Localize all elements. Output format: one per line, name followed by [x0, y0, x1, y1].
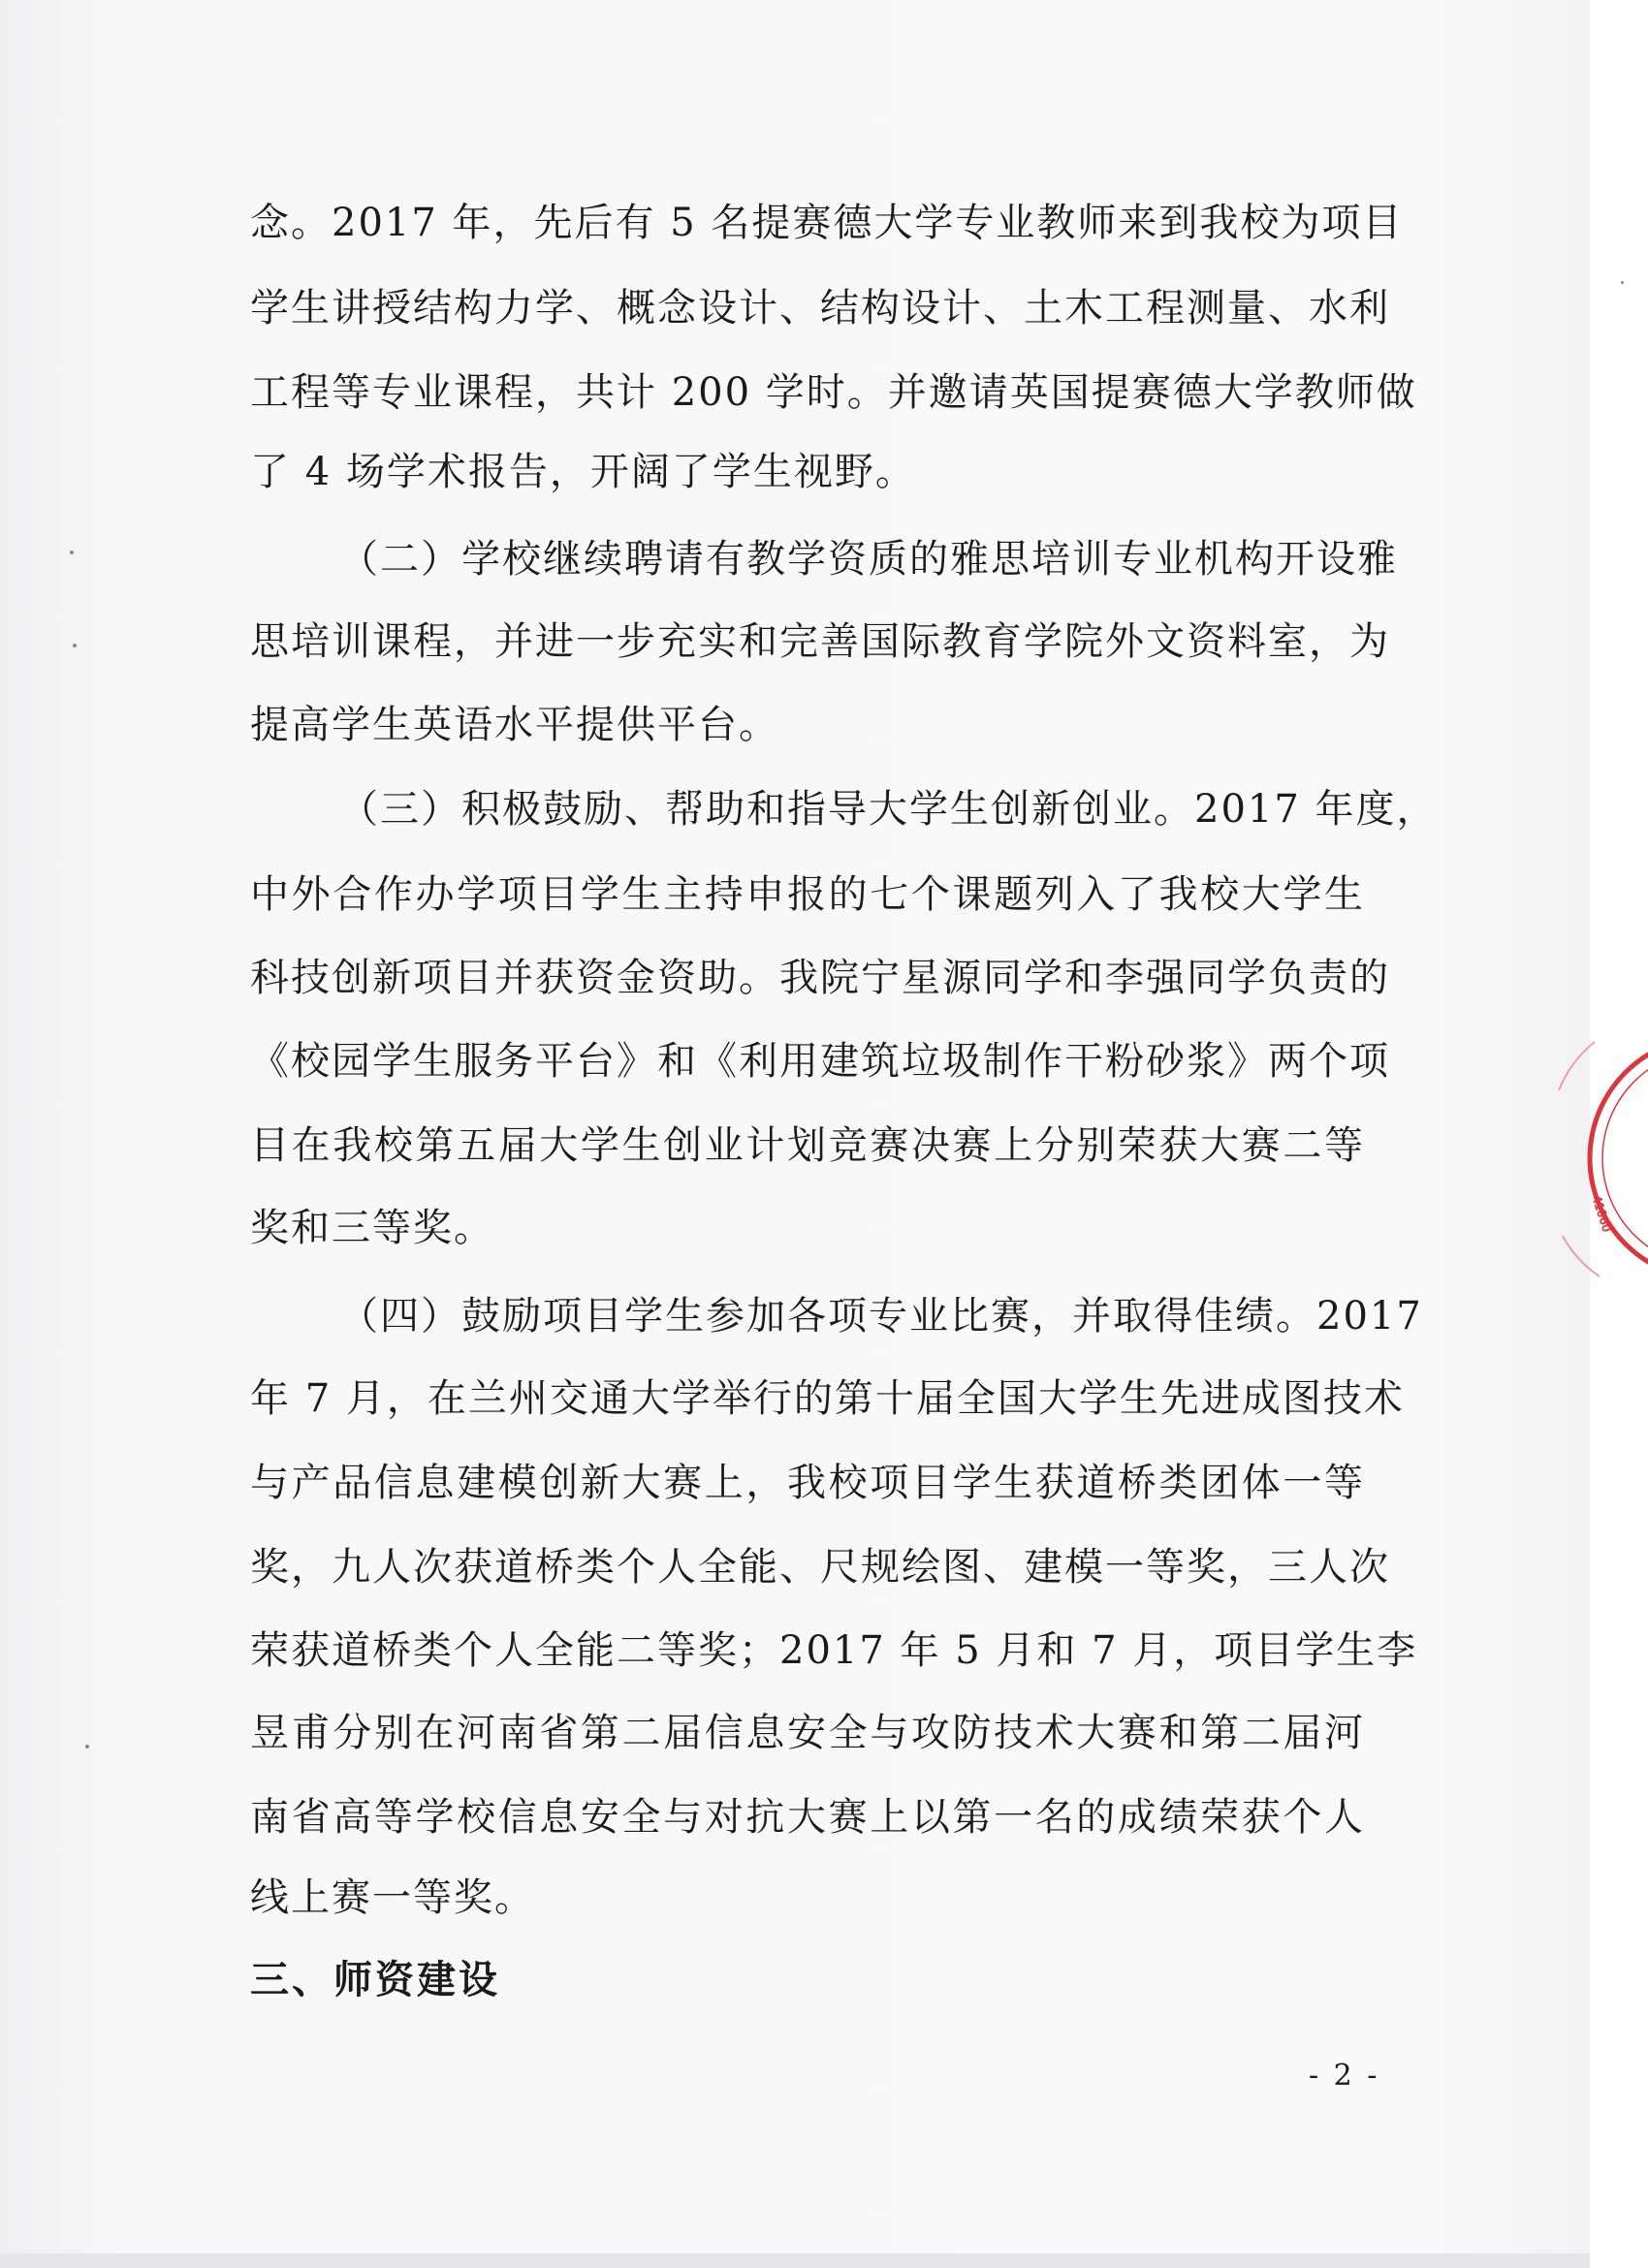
- text-line: 科技创新项目并获资金资助。我院宁星源同学和李强同学负责的: [250, 956, 1390, 1000]
- text-line: 学生讲授结构力学、概念设计、结构设计、土木工程测量、水利: [250, 286, 1390, 331]
- text-line: 奖，九人次获道桥类个人全能、尺规绘图、建模一等奖，三人次: [250, 1545, 1390, 1590]
- text-line: （二）学校继续聘请有教学资质的雅思培训专业机构开设雅: [339, 537, 1398, 582]
- scan-speck: [70, 551, 74, 554]
- scan-speck: [1621, 281, 1624, 284]
- text-line: （三）积极鼓励、帮助和指导大学生创新创业。2017 年度，: [339, 787, 1438, 832]
- text-line: 线上赛一等奖。: [250, 1875, 535, 1920]
- text-line: 目在我校第五届大学生创业计划竞赛决赛上分别荣获大赛二等: [250, 1123, 1365, 1168]
- text-line: 中外合作办学项目学生主持申报的七个课题列入了我校大学生: [250, 872, 1365, 917]
- text-line: 了 4 场学术报告，开阔了学生视野。: [250, 450, 916, 494]
- text-line: 《校园学生服务平台》和《利用建筑垃圾制作干粉砂浆》两个项: [250, 1039, 1390, 1084]
- text-line: 念。2017 年，先后有 5 名提赛德大学专业教师来到我校为项目: [250, 201, 1404, 245]
- text-line: 南省高等学校信息安全与对抗大赛上以第一名的成绩荣获个人: [250, 1795, 1365, 1840]
- svg-text:41060: 41060: [1589, 1192, 1616, 1234]
- section-heading: 三、师资建设: [250, 1957, 500, 2002]
- scan-margin-bottom: [0, 2253, 1590, 2268]
- text-line: 奖和三等奖。: [250, 1206, 494, 1250]
- text-line: 年 7 月，在兰州交通大学举行的第十届全国大学生先进成图技术: [250, 1376, 1405, 1421]
- text-line: 昱甫分别在河南省第二届信息安全与攻防技术大赛和第二届河: [250, 1711, 1365, 1755]
- text-line: 与产品信息建模创新大赛上，我校项目学生获道桥类团体一等: [250, 1461, 1365, 1505]
- scan-speck: [73, 644, 77, 647]
- text-line: 荣获道桥类个人全能二等奖；2017 年 5 月和 7 月，项目学生李: [250, 1628, 1418, 1673]
- text-line: 思培训课程，并进一步充实和完善国际教育学院外文资料室，为: [250, 619, 1390, 664]
- text-line: 工程等专业课程，共计 200 学时。并邀请英国提赛德大学教师做: [250, 370, 1417, 415]
- text-line: （四）鼓励项目学生参加各项专业比赛，并取得佳绩。2017: [339, 1294, 1423, 1339]
- text-line: 提高学生英语水平提供平台。: [250, 703, 779, 747]
- page-number: - 2 -: [1309, 2059, 1380, 2093]
- official-seal-icon: [1541, 1032, 1648, 1284]
- scan-speck: [85, 1745, 89, 1748]
